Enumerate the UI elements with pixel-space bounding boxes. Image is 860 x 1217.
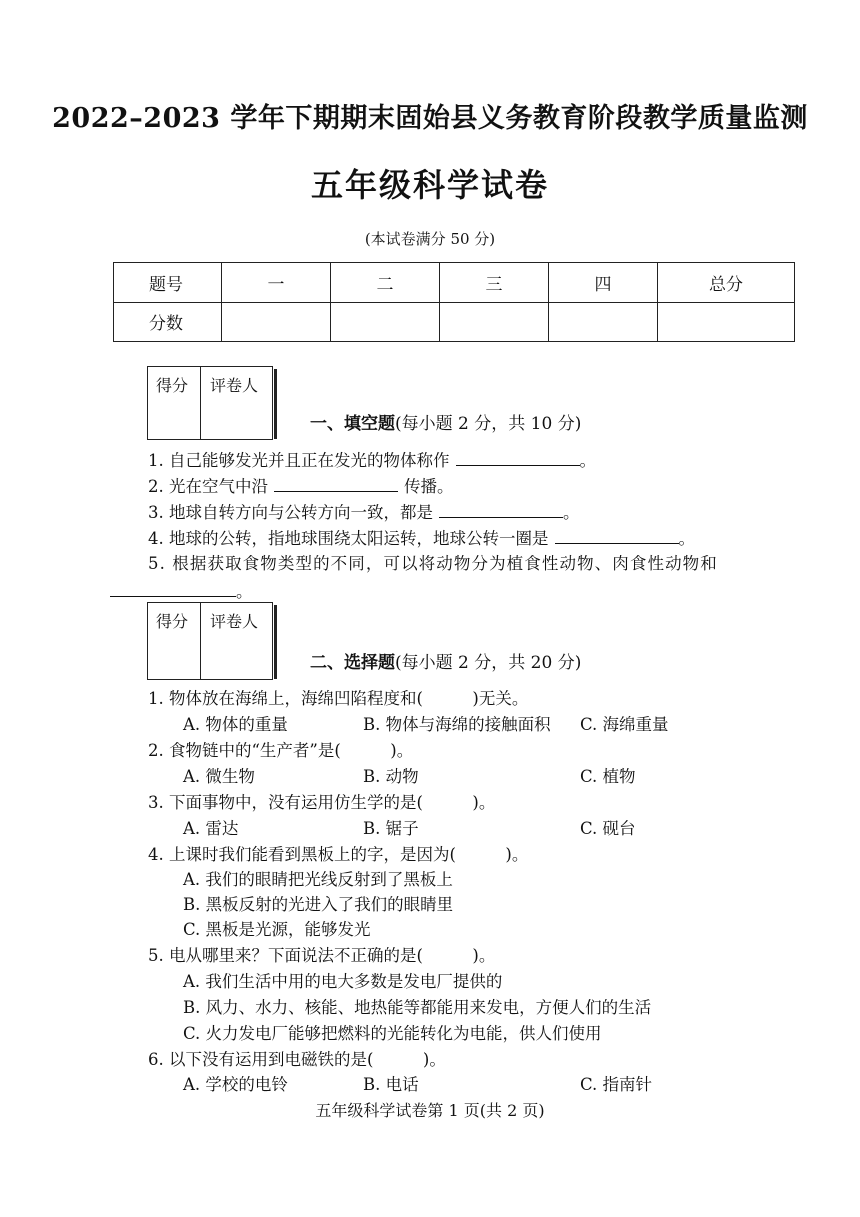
score-table-header-row xyxy=(114,263,795,303)
question-text: 5. 根据获取食物类型的不同，可以将动物分为植食性动物、肉食性动物和 xyxy=(148,554,718,573)
fill-question-3 xyxy=(148,499,580,523)
option-c[interactable]: C. 黑板是光源，能够发光 xyxy=(183,920,371,939)
choice-question-5: 5. 电从哪里来？下面说法不正确的是( )。 xyxy=(148,946,496,965)
score-table-cell: 二 xyxy=(331,263,440,303)
grader-score-label: 得分 xyxy=(156,376,189,395)
question-end: 。 xyxy=(236,582,253,601)
fill-question-2 xyxy=(148,473,454,497)
full-score-note: (本试卷满分 50 分) xyxy=(364,230,496,248)
option-b[interactable]: B. 锯子 xyxy=(363,819,419,838)
option-c[interactable]: C. 指南针 xyxy=(580,1075,653,1094)
fill-question-5-cont xyxy=(110,578,253,602)
exam-subject-title: 五年级科学试卷 xyxy=(310,166,549,204)
exam-header-title: 2022–2023 学年下期期末固始县义务教育阶段教学质量监测 xyxy=(52,103,808,134)
section2-title: 二、选择题 xyxy=(310,653,395,673)
section2-points: (每小题 2 分，共 20 分) xyxy=(395,653,582,673)
option-b[interactable]: B. 电话 xyxy=(363,1075,419,1094)
score-cell-2 xyxy=(331,302,440,342)
fill-question-5 xyxy=(148,550,718,574)
question-text: 2. 光在空气中沿 xyxy=(148,477,268,496)
fill-question-1 xyxy=(148,447,596,471)
question-end: 。 xyxy=(678,529,695,548)
answer-blank[interactable] xyxy=(456,451,580,466)
option-c[interactable]: C. 火力发电厂能够把燃料的光能转化为电能，供人们使用 xyxy=(183,1024,602,1043)
question-text: 4. 地球的公转，指地球围绕太阳运转，地球公转一圈是 xyxy=(148,529,549,548)
question-end: 。 xyxy=(563,503,580,522)
section1-points: (每小题 2 分，共 10 分) xyxy=(395,414,582,434)
option-b[interactable]: B. 风力、水力、核能、地热能等都能用来发电，方便人们的生活 xyxy=(183,998,652,1017)
option-a[interactable]: A. 物体的重量 xyxy=(183,715,288,734)
score-table xyxy=(113,262,795,342)
score-row-label: 分数 xyxy=(114,302,222,342)
answer-blank[interactable] xyxy=(274,477,398,492)
question-text: 3. 地球自转方向与公转方向一致，都是 xyxy=(148,503,433,522)
score-table-cell: 题号 xyxy=(114,263,222,303)
choice-question-6: 6. 以下没有运用到电磁铁的是( )。 xyxy=(148,1050,446,1069)
grader-name-label: 评卷人 xyxy=(210,612,259,631)
page-footer: 五年级科学试卷第 1 页(共 2 页) xyxy=(315,1101,545,1120)
section2-heading xyxy=(310,648,581,673)
choice-question-2: 2. 食物链中的“生产者”是( )。 xyxy=(148,741,414,760)
answer-blank[interactable] xyxy=(110,582,236,597)
score-table-cell: 三 xyxy=(440,263,549,303)
section2-grader-box xyxy=(147,602,273,680)
score-table-cell: 一 xyxy=(222,263,331,303)
choice-question-1: 1. 物体放在海绵上，海绵凹陷程度和( )无关。 xyxy=(148,689,529,708)
choice-question-3: 3. 下面事物中，没有运用仿生学的是( )。 xyxy=(148,793,496,812)
answer-blank[interactable] xyxy=(439,503,563,518)
option-b[interactable]: B. 动物 xyxy=(363,767,419,786)
option-c[interactable]: C. 植物 xyxy=(580,767,636,786)
option-a[interactable]: A. 我们的眼睛把光线反射到了黑板上 xyxy=(183,870,453,889)
option-a[interactable]: A. 微生物 xyxy=(183,767,255,786)
grader-score-label: 得分 xyxy=(156,612,189,631)
score-cell-total xyxy=(658,302,795,342)
option-a[interactable]: A. 雷达 xyxy=(183,819,239,838)
score-table-score-row xyxy=(114,302,795,342)
option-b[interactable]: B. 黑板反射的光进入了我们的眼睛里 xyxy=(183,895,454,914)
grader-name-label: 评卷人 xyxy=(210,376,259,395)
section1-heading xyxy=(310,409,581,434)
score-table-cell: 四 xyxy=(549,263,658,303)
score-table-cell: 总分 xyxy=(658,263,795,303)
question-end: 传播。 xyxy=(404,477,454,496)
section1-grader-box xyxy=(147,366,273,440)
option-c[interactable]: C. 砚台 xyxy=(580,819,636,838)
answer-blank[interactable] xyxy=(555,529,679,544)
fill-question-4 xyxy=(148,525,695,549)
question-text: 1. 自己能够发光并且正在发光的物体称作 xyxy=(148,451,450,470)
choice-question-4: 4. 上课时我们能看到黑板上的字，是因为( )。 xyxy=(148,845,529,864)
option-b[interactable]: B. 物体与海绵的接触面积 xyxy=(363,715,551,734)
section1-title: 一、填空题 xyxy=(310,414,395,434)
option-a[interactable]: A. 学校的电铃 xyxy=(183,1075,288,1094)
score-cell-1 xyxy=(222,302,331,342)
option-c[interactable]: C. 海绵重量 xyxy=(580,715,669,734)
score-cell-4 xyxy=(549,302,658,342)
score-cell-3 xyxy=(440,302,549,342)
question-end: 。 xyxy=(579,451,596,470)
option-a[interactable]: A. 我们生活中用的电大多数是发电厂提供的 xyxy=(183,972,503,991)
